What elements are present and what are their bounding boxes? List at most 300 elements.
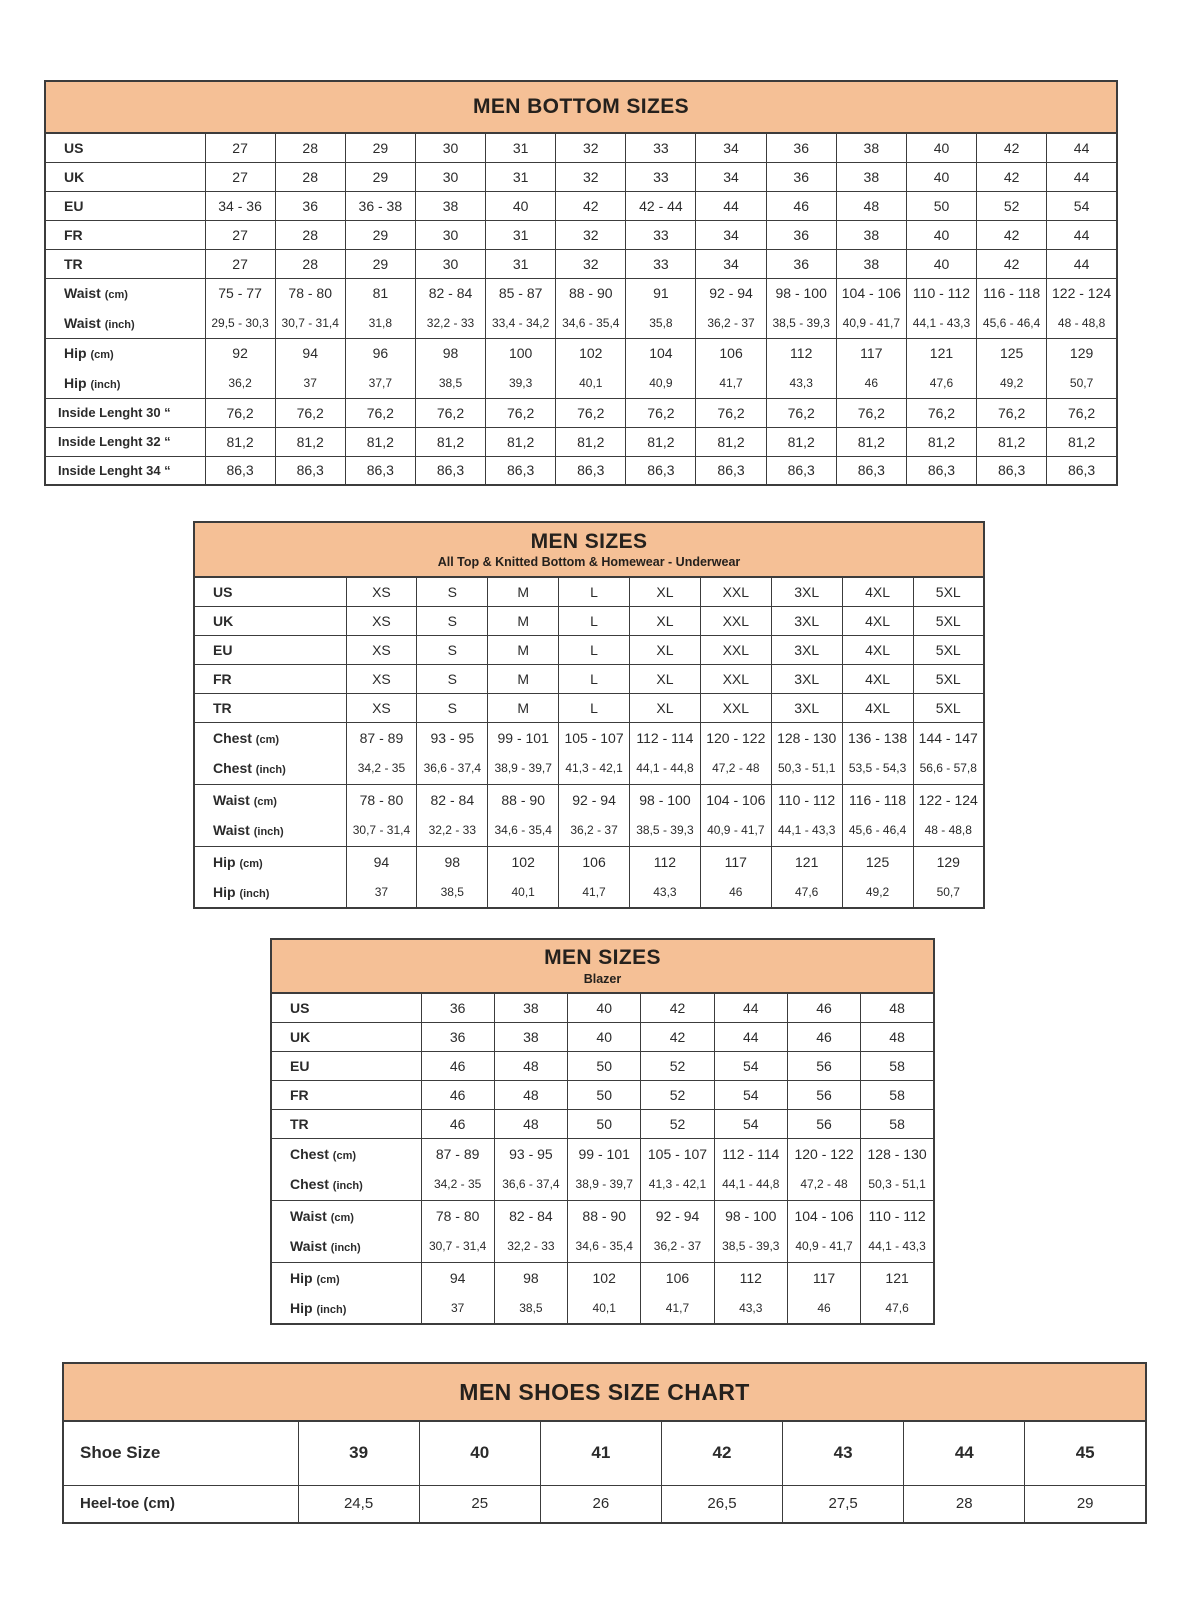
table-row	[45, 278, 1117, 308]
row-label: Hip (cm)	[45, 338, 205, 368]
size-value: 46	[421, 1051, 494, 1080]
size-value: 105 - 107	[559, 722, 630, 753]
size-value: 40,1	[488, 877, 559, 908]
size-value: 34	[696, 133, 766, 162]
size-value: 44	[904, 1421, 1025, 1485]
size-value: 81,2	[696, 427, 766, 456]
size-value: 58	[861, 1080, 934, 1109]
size-value: 40	[906, 220, 976, 249]
row-label: Inside Lenght 32 “	[45, 427, 205, 456]
size-value: XS	[346, 635, 417, 664]
size-value: 76,2	[275, 398, 345, 427]
size-value: 3XL	[771, 693, 842, 722]
table-row	[63, 1485, 1146, 1523]
size-value: 41,3 - 42,1	[641, 1169, 714, 1200]
size-value: 32	[556, 162, 626, 191]
size-value: 45,6 - 46,4	[977, 308, 1047, 338]
size-value: XS	[346, 606, 417, 635]
size-value: 100	[486, 338, 556, 368]
row-label-unit: (inch)	[255, 764, 286, 777]
size-value: 76,2	[556, 398, 626, 427]
table-row	[194, 815, 984, 846]
men-shoes-size-section	[62, 1362, 1147, 1524]
row-label: Chest (inch)	[194, 753, 346, 784]
size-value: 120 - 122	[787, 1138, 860, 1169]
table-row	[194, 846, 984, 877]
size-value: 44	[714, 1022, 787, 1051]
row-label: UK	[271, 1022, 421, 1051]
size-value: 56	[787, 1051, 860, 1080]
size-value: 42	[556, 191, 626, 220]
size-value: 36	[766, 249, 836, 278]
size-value: 38,5	[415, 368, 485, 398]
size-value: 40	[906, 162, 976, 191]
size-value: 4XL	[842, 606, 913, 635]
size-value: 46	[787, 1293, 860, 1324]
row-label: FR	[45, 220, 205, 249]
size-value: 102	[488, 846, 559, 877]
size-value: 54	[714, 1080, 787, 1109]
size-value: 33	[626, 249, 696, 278]
table-row	[194, 753, 984, 784]
size-value: 40	[486, 191, 556, 220]
size-value: 110 - 112	[906, 278, 976, 308]
size-value: 40,9 - 41,7	[700, 815, 771, 846]
size-value: 42	[641, 1022, 714, 1051]
size-value: M	[488, 693, 559, 722]
men-blazer-sizes-header	[271, 939, 934, 993]
size-value: 32,2 - 33	[494, 1231, 567, 1262]
size-value: 4XL	[842, 635, 913, 664]
men-top-sizes-table	[193, 521, 985, 909]
men-bottom-sizes-header	[45, 81, 1117, 133]
size-value: 50,3 - 51,1	[771, 753, 842, 784]
table-row	[45, 133, 1117, 162]
row-label: Heel-toe (cm)	[63, 1485, 298, 1523]
size-value: 45	[1025, 1421, 1146, 1485]
size-value: 24,5	[298, 1485, 419, 1523]
size-value: 36	[766, 133, 836, 162]
size-value: 33	[626, 220, 696, 249]
size-value: 98 - 100	[714, 1200, 787, 1231]
size-value: 33	[626, 162, 696, 191]
size-value: 86,3	[977, 456, 1047, 485]
size-value: 120 - 122	[700, 722, 771, 753]
row-label: Inside Lenght 30 “	[45, 398, 205, 427]
size-value: 76,2	[696, 398, 766, 427]
size-value: 44	[696, 191, 766, 220]
row-label-unit: (inch)	[239, 888, 270, 900]
size-value: XL	[630, 577, 701, 606]
size-value: 88 - 90	[556, 278, 626, 308]
size-value: 5XL	[913, 664, 984, 693]
size-value: 50,7	[1047, 368, 1117, 398]
size-value: 32	[556, 249, 626, 278]
size-value: 25	[419, 1485, 540, 1523]
size-value: 32,2 - 33	[415, 308, 485, 338]
size-value: 28	[275, 249, 345, 278]
size-value: 28	[275, 133, 345, 162]
size-value: 48	[836, 191, 906, 220]
row-label: Hip (inch)	[45, 368, 205, 398]
table-row	[63, 1421, 1146, 1485]
size-value: 29,5 - 30,3	[205, 308, 275, 338]
men-blazer-sizes-section	[270, 938, 935, 1325]
size-value: 52	[977, 191, 1047, 220]
size-value: 86,3	[345, 456, 415, 485]
size-value: 34,6 - 35,4	[488, 815, 559, 846]
size-value: 34 - 36	[205, 191, 275, 220]
size-value: 48	[494, 1051, 567, 1080]
size-value: 76,2	[766, 398, 836, 427]
size-value: XXL	[700, 664, 771, 693]
table-row	[194, 635, 984, 664]
size-value: 102	[556, 338, 626, 368]
row-label: Hip (inch)	[194, 877, 346, 908]
table-row	[194, 664, 984, 693]
size-value: 121	[906, 338, 976, 368]
size-value: 98	[494, 1262, 567, 1293]
row-label: EU	[271, 1051, 421, 1080]
table-row	[271, 1022, 934, 1051]
row-label: US	[271, 993, 421, 1022]
size-value: 48	[861, 1022, 934, 1051]
size-value: 41,3 - 42,1	[559, 753, 630, 784]
size-value: 54	[1047, 191, 1117, 220]
size-value: 50,3 - 51,1	[861, 1169, 934, 1200]
size-value: 54	[714, 1109, 787, 1138]
table-row	[271, 1080, 934, 1109]
size-value: XXL	[700, 635, 771, 664]
row-label: Waist (inch)	[271, 1231, 421, 1262]
row-label: Chest (cm)	[271, 1138, 421, 1169]
size-value: 56	[787, 1080, 860, 1109]
size-value: 43	[783, 1421, 904, 1485]
row-label: FR	[194, 664, 346, 693]
size-value: XL	[630, 693, 701, 722]
size-value: 31,8	[345, 308, 415, 338]
size-value: 36	[421, 993, 494, 1022]
size-value: 81,2	[415, 427, 485, 456]
table-row	[194, 606, 984, 635]
size-value: 41,7	[641, 1293, 714, 1324]
size-value: 78 - 80	[275, 278, 345, 308]
size-value: 4XL	[842, 693, 913, 722]
size-value: 41	[540, 1421, 661, 1485]
size-value: 4XL	[842, 577, 913, 606]
size-value: 44,1 - 43,3	[906, 308, 976, 338]
size-value: 106	[696, 338, 766, 368]
table-row	[45, 162, 1117, 191]
size-value: 40	[568, 1022, 641, 1051]
size-value: 117	[700, 846, 771, 877]
size-value: 94	[275, 338, 345, 368]
size-value: 81,2	[977, 427, 1047, 456]
size-value: 86,3	[486, 456, 556, 485]
men-bottom-sizes-table	[44, 80, 1118, 486]
table-row	[45, 338, 1117, 368]
size-value: 47,2 - 48	[787, 1169, 860, 1200]
table-row	[194, 577, 984, 606]
size-value: 105 - 107	[641, 1138, 714, 1169]
size-value: 104 - 106	[787, 1200, 860, 1231]
size-value: 112	[766, 338, 836, 368]
size-value: 86,3	[906, 456, 976, 485]
row-label: Waist (cm)	[45, 278, 205, 308]
size-value: 45,6 - 46,4	[842, 815, 913, 846]
row-label-unit: (inch)	[104, 318, 135, 331]
size-value: 93 - 95	[494, 1138, 567, 1169]
size-value: 81,2	[1047, 427, 1117, 456]
size-value: 144 - 147	[913, 722, 984, 753]
size-value: 36	[275, 191, 345, 220]
size-value: 34,6 - 35,4	[568, 1231, 641, 1262]
size-value: 38,5 - 39,3	[766, 308, 836, 338]
size-value: 3XL	[771, 606, 842, 635]
size-value: 81,2	[836, 427, 906, 456]
size-value: 32,2 - 33	[417, 815, 488, 846]
size-value: 116 - 118	[842, 784, 913, 815]
size-value: 58	[861, 1109, 934, 1138]
row-label: US	[194, 577, 346, 606]
men-top-sizes-section	[193, 521, 985, 909]
size-value: 76,2	[415, 398, 485, 427]
size-value: XXL	[700, 693, 771, 722]
size-value: XL	[630, 635, 701, 664]
size-value: 94	[421, 1262, 494, 1293]
table-row	[271, 1200, 934, 1231]
size-value: 36,2 - 37	[696, 308, 766, 338]
table-row	[271, 1231, 934, 1262]
size-value: 76,2	[205, 398, 275, 427]
size-value: XXL	[700, 577, 771, 606]
size-value: 87 - 89	[421, 1138, 494, 1169]
size-value: L	[559, 664, 630, 693]
size-value: 88 - 90	[488, 784, 559, 815]
table-row	[271, 1262, 934, 1293]
size-value: 78 - 80	[346, 784, 417, 815]
row-label: Hip (inch)	[271, 1293, 421, 1324]
size-value: 27,5	[783, 1485, 904, 1523]
size-value: 86,3	[836, 456, 906, 485]
size-value: 81,2	[626, 427, 696, 456]
size-value: 50	[568, 1109, 641, 1138]
size-value: 50,7	[913, 877, 984, 908]
size-value: 41,7	[559, 877, 630, 908]
size-value: 52	[641, 1051, 714, 1080]
size-value: 37	[275, 368, 345, 398]
size-value: XL	[630, 664, 701, 693]
size-value: 98	[415, 338, 485, 368]
size-value: 46	[421, 1080, 494, 1109]
table-row	[194, 693, 984, 722]
row-label: US	[45, 133, 205, 162]
men-bottom-sizes-section	[44, 80, 1118, 486]
row-label: Waist (inch)	[194, 815, 346, 846]
size-value: 110 - 112	[771, 784, 842, 815]
size-value: 5XL	[913, 577, 984, 606]
size-value: 44,1 - 44,8	[714, 1169, 787, 1200]
size-value: S	[417, 606, 488, 635]
row-label: EU	[45, 191, 205, 220]
size-value: 38	[836, 220, 906, 249]
size-value: 33	[626, 133, 696, 162]
row-label: TR	[194, 693, 346, 722]
size-value: 47,2 - 48	[700, 753, 771, 784]
size-value: 81,2	[205, 427, 275, 456]
table-row	[194, 784, 984, 815]
size-value: 40,1	[568, 1293, 641, 1324]
size-value: 46	[836, 368, 906, 398]
size-value: 76,2	[1047, 398, 1117, 427]
size-value: 76,2	[906, 398, 976, 427]
size-value: 33,4 - 34,2	[486, 308, 556, 338]
size-value: 38,5 - 39,3	[714, 1231, 787, 1262]
size-value: 44	[1047, 249, 1117, 278]
size-value: 117	[836, 338, 906, 368]
size-value: 98 - 100	[630, 784, 701, 815]
size-value: 91	[626, 278, 696, 308]
men-blazer-sizes-table	[270, 938, 935, 1325]
row-label-unit: (cm)	[253, 795, 277, 808]
size-value: S	[417, 664, 488, 693]
row-label: Waist (cm)	[194, 784, 346, 815]
men-shoes-size-table	[62, 1362, 1147, 1524]
size-value: 27	[205, 162, 275, 191]
size-value: 46	[421, 1109, 494, 1138]
size-value: 125	[842, 846, 913, 877]
size-value: 98	[417, 846, 488, 877]
size-value: 104	[626, 338, 696, 368]
size-value: 112	[714, 1262, 787, 1293]
row-label-unit: (inch)	[330, 1242, 361, 1255]
table-title: MEN SIZES	[530, 529, 648, 553]
size-value: 40,9 - 41,7	[836, 308, 906, 338]
size-value: 82 - 84	[415, 278, 485, 308]
size-value: 112 - 114	[630, 722, 701, 753]
table-subtitle: Blazer	[583, 971, 622, 986]
size-value: 116 - 118	[977, 278, 1047, 308]
size-value: 38	[836, 249, 906, 278]
size-value: 39	[298, 1421, 419, 1485]
size-value: 30	[415, 220, 485, 249]
size-value: 56	[787, 1109, 860, 1138]
size-value: 46	[766, 191, 836, 220]
men-top-sizes-header	[194, 522, 984, 577]
size-value: 92	[205, 338, 275, 368]
size-value: 81,2	[906, 427, 976, 456]
size-value: 92 - 94	[559, 784, 630, 815]
table-row	[45, 456, 1117, 485]
size-value: 38,9 - 39,7	[568, 1169, 641, 1200]
table-row	[45, 220, 1117, 249]
size-value: L	[559, 606, 630, 635]
size-value: 46	[700, 877, 771, 908]
size-value: 40	[568, 993, 641, 1022]
size-value: 112	[630, 846, 701, 877]
size-value: 129	[913, 846, 984, 877]
size-value: 38	[494, 993, 567, 1022]
row-label: Chest (cm)	[194, 722, 346, 753]
size-value: 52	[641, 1080, 714, 1109]
row-label-unit: (inch)	[90, 378, 121, 391]
size-value: 106	[559, 846, 630, 877]
size-value: 36 - 38	[345, 191, 415, 220]
size-value: 37	[421, 1293, 494, 1324]
size-value: 30	[415, 162, 485, 191]
size-value: 86,3	[696, 456, 766, 485]
size-value: 40,1	[556, 368, 626, 398]
size-value: M	[488, 577, 559, 606]
row-label: Shoe Size	[63, 1421, 298, 1485]
size-value: 38,5 - 39,3	[630, 815, 701, 846]
size-value: 36,6 - 37,4	[417, 753, 488, 784]
size-value: 46	[787, 1022, 860, 1051]
size-value: M	[488, 664, 559, 693]
size-value: 27	[205, 133, 275, 162]
size-value: 34,2 - 35	[421, 1169, 494, 1200]
size-value: 48 - 48,8	[1047, 308, 1117, 338]
row-label-unit: (cm)	[316, 1273, 340, 1286]
size-value: 93 - 95	[417, 722, 488, 753]
size-value: 39,3	[486, 368, 556, 398]
size-value: 34	[696, 162, 766, 191]
size-value: 78 - 80	[421, 1200, 494, 1231]
size-value: XS	[346, 577, 417, 606]
size-value: 75 - 77	[205, 278, 275, 308]
size-value: 38,5	[417, 877, 488, 908]
size-value: 44,1 - 44,8	[630, 753, 701, 784]
size-value: 28	[275, 220, 345, 249]
size-value: 94	[346, 846, 417, 877]
size-value: 34	[696, 249, 766, 278]
row-label-unit: (inch)	[332, 1180, 363, 1193]
size-value: XL	[630, 606, 701, 635]
size-value: 36,2	[205, 368, 275, 398]
row-label: Inside Lenght 34 “	[45, 456, 205, 485]
size-value: 87 - 89	[346, 722, 417, 753]
row-label-unit: (cm)	[104, 289, 128, 302]
size-value: 30	[415, 249, 485, 278]
size-value: 5XL	[913, 606, 984, 635]
size-value: S	[417, 635, 488, 664]
size-value: 122 - 124	[913, 784, 984, 815]
row-label-unit: (cm)	[239, 857, 263, 870]
size-value: XXL	[700, 606, 771, 635]
size-value: 40	[419, 1421, 540, 1485]
size-value: 31	[486, 220, 556, 249]
size-value: 98 - 100	[766, 278, 836, 308]
table-row	[194, 877, 984, 908]
size-value: 81,2	[766, 427, 836, 456]
size-value: 40,9 - 41,7	[787, 1231, 860, 1262]
size-value: 30,7 - 31,4	[421, 1231, 494, 1262]
size-value: M	[488, 635, 559, 664]
row-label: FR	[271, 1080, 421, 1109]
size-value: 86,3	[626, 456, 696, 485]
table-row	[45, 427, 1117, 456]
size-value: 32	[556, 133, 626, 162]
size-value: 27	[205, 249, 275, 278]
size-value: 46	[787, 993, 860, 1022]
size-value: L	[559, 693, 630, 722]
row-label-unit: (inch)	[316, 1304, 347, 1316]
row-label: EU	[194, 635, 346, 664]
size-value: 47,6	[771, 877, 842, 908]
size-value: 121	[771, 846, 842, 877]
size-value: 81	[345, 278, 415, 308]
size-value: 86,3	[1047, 456, 1117, 485]
